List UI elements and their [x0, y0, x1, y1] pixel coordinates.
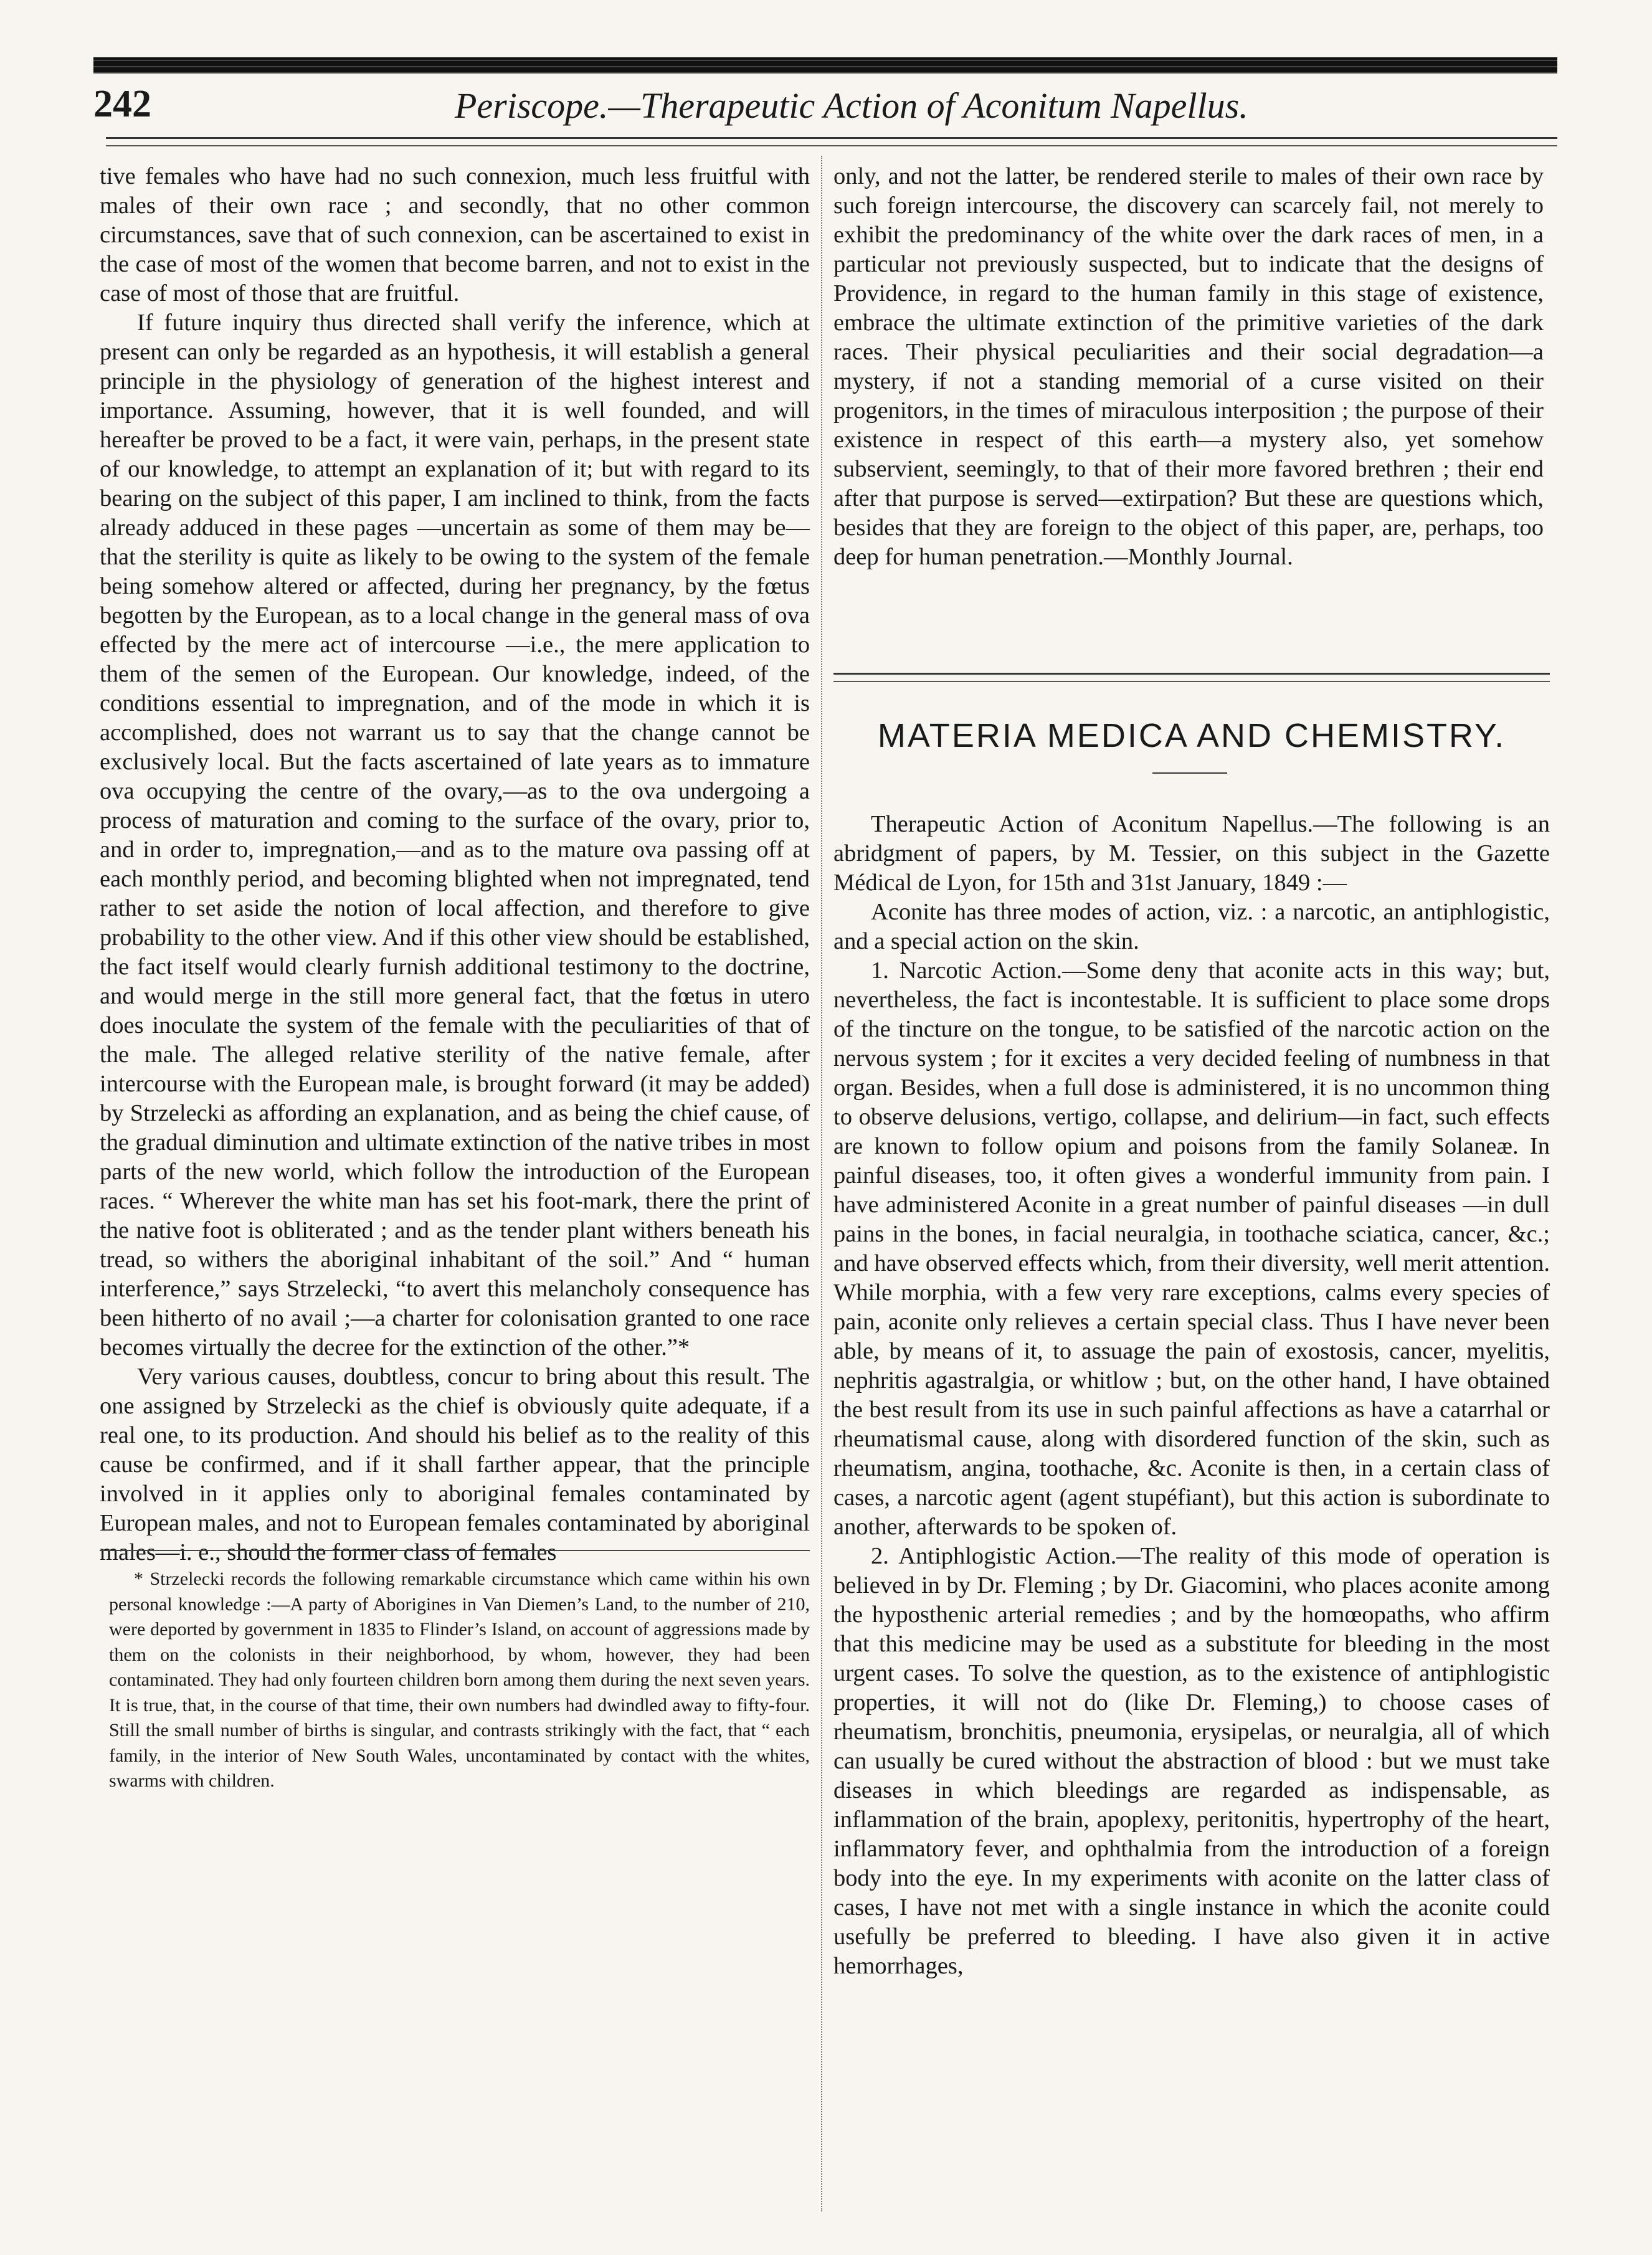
left-paragraph-1: tive females who have had no such connexion, much less fruitful with males of their own race ; and secondly, that no other common circumstances, save that of such connexion, can be ascertained to exist in the case of most of the women that become barren, and not to exist in the case of most of those that are fruitful. [100, 163, 810, 306]
header-double-rule [106, 137, 1557, 146]
article-paragraph-aconite-modes: Aconite has three modes of action, viz. : a narcotic, an antiphlogistic, and a special action on the skin. [833, 899, 1550, 954]
footnote-text: * Strzelecki records the following remarkable circumstance which came within his own personal knowledge :—A party of Aborigines in Van Diemen’s Land, to the number of 210, were deported by government in 1835 to Flinder’s Island, on account of aggressions made by them on the colonists in their neighborhood, by whom, however, they had been contaminated. They had only fourteen children born among them during the next seven years. It is true, that, in the course of that time, their own numbers had dwindled away to fifty-four. Still the small number of births is singular, and contrasts strikingly with the fact, that “ each family, in the interior of New South Wales, uncontaminated by contact with the whites, swarms with children. [109, 1569, 810, 1791]
right-column-bottom [833, 810, 1550, 1981]
article-paragraph-narcotic: 1. Narcotic Action.—Some deny that aconite acts in this way; but, nevertheless, the fact is incontestable. It is sufficient to place some drops of the tincture on the tongue, to be satisfied of the narcotic action on the nervous system ; for it excites a very decided feeling of numbness in that organ. Besides, when a full dose is administered, it is no uncommon thing to observe delusions, vertigo, collapse, and delirium—in fact, such effects are known to follow opium and poisons from the family Solaneæ. In painful diseases, too, it often gives a wonderful immunity from pain. I have administered Aconite in a great number of painful diseases —in dull pains in the bones, in facial neuralgia, in toothache sciatica, cancer, &c.; and have observed effects which, from their diversity, well merit attention. While morphia, with a few very rare exceptions, calms every species of pain, aconite only relieves a certain special class. Thus I have never been able, by means of it, to assuage the pain of exostosis, cancer, myelitis, nephritis agastralgia, or whitlow ; but, on the other hand, I have obtained the best result from its use in such painful affections as have a catarrhal or rheumatismal cause, along with disordered function of the skin, such as rheumatism, angina, toothache, &c. Aconite is then, in a certain class of cases, a narcotic agent (agent stupéfiant), but this action is subordinate to another, afterwards to be spoken of. [833, 957, 1550, 1540]
running-title: Periscope.—Therapeutic Action of Aconitum Napellus. [455, 85, 1248, 126]
article-paragraph-antiphlogistic: 2. Antiphlogistic Action.—The reality of this mode of operation is believed in by Dr. Fleming ; by Dr. Giacomini, who places aconite among the hyposthenic arterial remedies ; and by the homœopaths, who affirm that this medicine may be used as a substitute for bleeding in the most urgent cases. To solve the question, as to the existence of antiphlogistic properties, it will not do (like Dr. Fleming,) to choose cases of rheumatism, bronchitis, pneumonia, erysipelas, or neuralgia, all of which can usually be cured without the abstraction of blood : but we must take diseases in which bleedings are regarded as indispensable, as inflammation of the brain, apoplexy, peritonitis, hypertrophy of the heart, inflammatory fever, and ophthalmia from the introduction of a foreign body into the eye. In my experiments with aconite on the latter class of cases, I have not met with a single instance in which the aconite could usefully be preferred to bleeding. I have also given it in active hemorrhages, [833, 1543, 1550, 1979]
section-title: MATERIA MEDICA AND CHEMISTRY. [877, 717, 1506, 754]
section-short-rule [1152, 772, 1227, 774]
right-column-top [833, 162, 1544, 572]
column-divider [821, 156, 822, 2211]
footnote-rule [100, 1550, 810, 1551]
right-paragraph-1: only, and not the latter, be rendered sterile to males of their own race by such foreign intercourse, the discovery can scarcely fail, not merely to exhibit the predominancy of the white over the dark races of men, in a particular not previously suspected, but to indicate that the designs of Providence, in regard to the human family in this stage of existence, embrace the ultimate extinction of the primitive varieties of the dark races. Their physical peculiarities and their social degradation—a mystery, if not a standing memorial of a curse visited on their progenitors, in the times of miraculous interposition ; the purpose of their existence in respect of this earth—a mystery also, yet somehow subservient, seemingly, to that of their more favored brethren ; their end after that purpose is served—extirpation? But these are questions which, besides that they are foreign to the object of this paper, are, perhaps, too deep for human penetration.—Monthly Journal. [833, 163, 1544, 570]
page-header [93, 82, 1557, 132]
left-paragraph-3: Very various causes, doubtless, concur to bring about this result. The one assigned by Strzelecki as the chief is obviously quite adequate, if a real one, to its production. And should his belief as to the reality of this cause be confirmed, and if it shall farther appear, that the principle involved in it applies only to aboriginal females contaminated by European males, and not to European females contaminated by aboriginal males—i. e., should the former class of females [100, 1364, 810, 1565]
footnote [109, 1567, 810, 1794]
header-rule [93, 57, 1557, 74]
page-number: 242 [93, 83, 151, 125]
article-intro: Therapeutic Action of Aconitum Napellus.—The following is an abridgment of papers, by M. Tessier, on this subject in the Gazette Médical de Lyon, for 15th and 31st January, 1849 :— [833, 811, 1550, 896]
left-column [100, 162, 810, 2255]
left-paragraph-2: If future inquiry thus directed shall verify the inference, which at present can only be regarded as an hypothesis, it will establish a general principle in the physiology of generation of the highest interest and importance. Assuming, however, that it is well founded, and will hereafter be proved to be a fact, it were vain, perhaps, in the present state of our knowledge, to attempt an explanation of it; but with regard to its bearing on the subject of this paper, I am inclined to think, from the facts already adduced in these pages —uncertain as some of them may be—that the sterility is quite as likely to be owing to the system of the female being somehow altered or affected, during her pregnancy, by the fœtus begotten by the European, as to a local change in the general mass of ova effected by the mere act of intercourse —i.e., the mere application to them of the semen of the European. Our knowledge, indeed, of the conditions essential to impregnation, and of the mode in which it is accomplished, does not warrant us to say that the change cannot be exclusively local. But the facts ascertained of late years as to immature ova occupying the centre of the ovary,—as to the ova undergoing a process of maturation and coming to the surface of the ovary, prior to, and in order to, impregnation,—and as to the mature ova passing off at each monthly period, and becoming blighted when not impregnated, tend rather to set aside the notion of local affection, and therefore to give probability to the other view. And if this other view should be established, the fact itself would clearly furnish additional testimony to the doctrine, and would merge in the still more general fact, that the fœtus in utero does inoculate the system of the female with the peculiarities of that of the male. The alleged relative sterility of the native female, after intercourse with the European male, is brought forward (it may be added) by Strzelecki as affording an explanation, and as being the chief cause, of the gradual diminution and ultimate extinction of the native tribes in most parts of the new world, which follow the introduction of the European races. “ Wherever the white man has set his foot-mark, there the print of the native foot is obliterated ; and as the tender plant withers beneath his tread, so withers the aboriginal inhabitant of the soil.” And “ human interference,” says Strzelecki, “to avert this melancholy consequence has been hitherto of no avail ;—a charter for colonisation granted to one race becomes virtually the decree for the extinction of the other.”* [100, 310, 810, 1360]
section-rule [833, 673, 1550, 682]
